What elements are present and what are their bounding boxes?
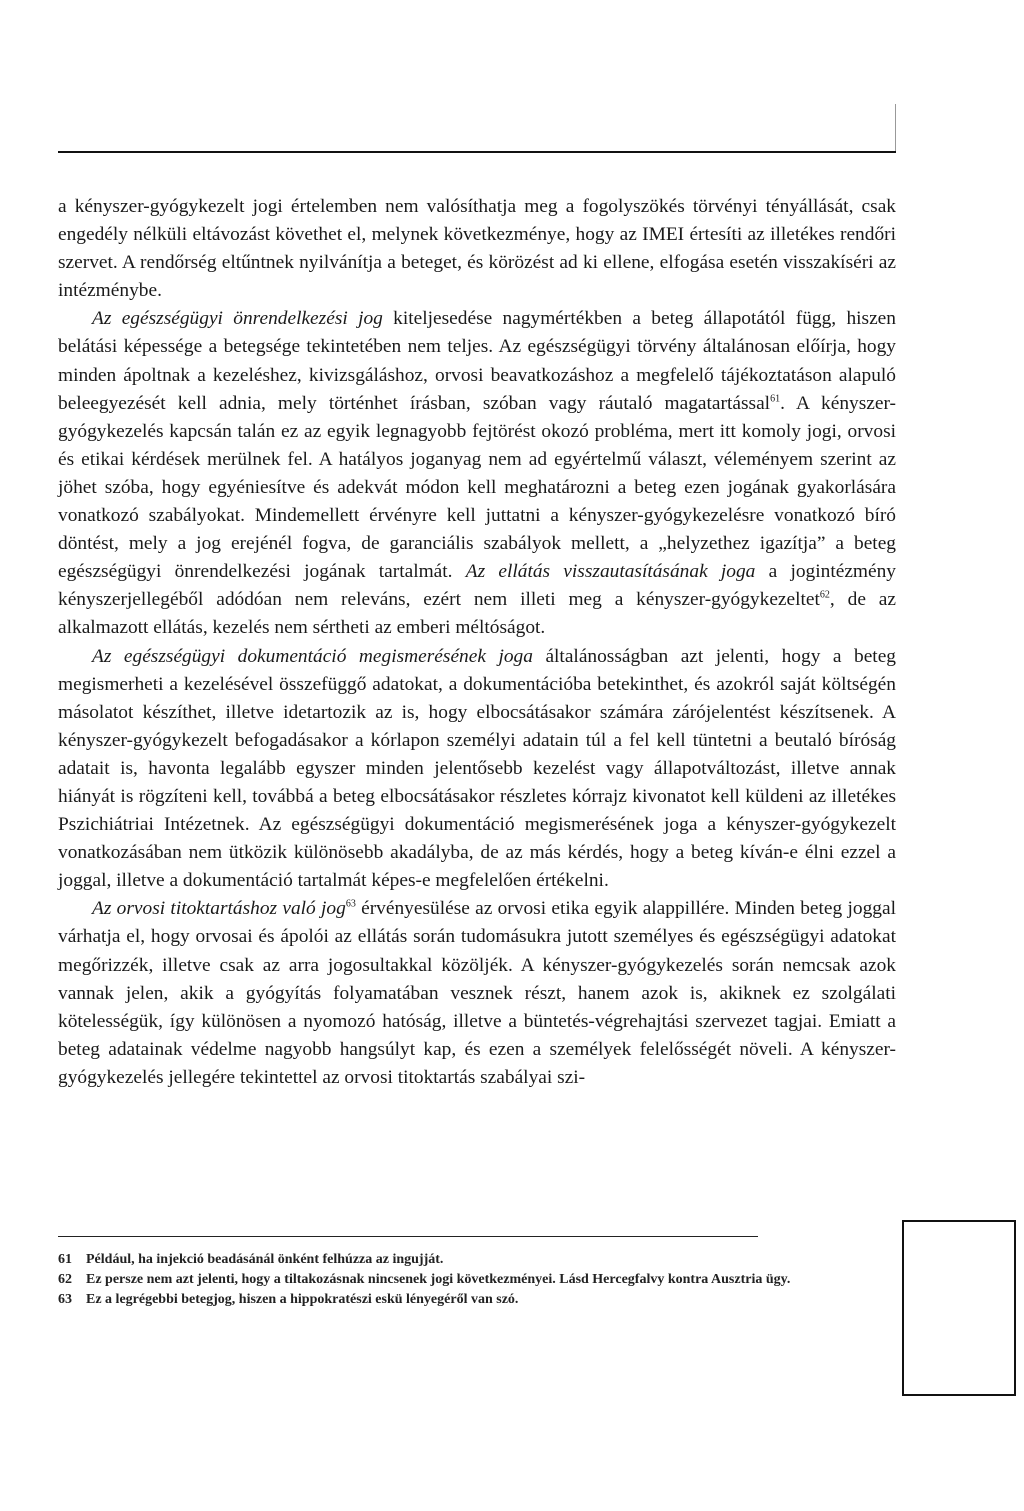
footnote-ref: 62 — [819, 589, 830, 601]
footnote — [58, 1290, 896, 1310]
text-run: a jogintézmény kényszerjellegéből adódóan nem releváns, ezért nem illeti meg a kényszer-gyógykezeltet — [58, 561, 897, 611]
italic-term: Az egészségügyi dokumentáció megismerésének joga — [92, 645, 533, 667]
footnote-number: 61 — [58, 1252, 72, 1267]
main-text — [58, 193, 896, 1092]
italic-term: Az egészségügyi önrendelkezési jog — [92, 308, 383, 330]
footnote — [58, 1270, 896, 1290]
paragraph — [58, 895, 896, 1092]
footnote — [58, 1250, 896, 1270]
header-tick — [895, 104, 896, 152]
text-run: érvényesülése az orvosi etika egyik alappillére. Minden beteg joggal várhatja el, hogy orvosai és ápolói az ellátás során tudomásukra jutott személyes és egészségügyi adatokat megőrizzék, illetve csak az arra jogosultakkal közöljék. A kényszer-gyógykezelés során nemcsak azok vannak jelen, akik a gyógyítás folyamatában vesznek részt, hanem azok is, akiknek ez szolgálati kötelességük, így különösen a nyomozó hatóság, illetve a büntetés-végrehajtási szervezet tagjai. Emiatt a beteg adatainak védelme nagyobb hangsúlyt kap, és ezen a személyek felelősségét növeli. A kényszer-gyógykezelés jellegére tekintettel az orvosi titoktartás szabályai szi- — [58, 898, 896, 1088]
footnote-number: 63 — [58, 1292, 72, 1307]
text-run: . A kényszer-gyógykezelés kapcsán talán ez az egyik legnagyobb fejtörést okozó probléma, mert itt komoly jogi, orvosi és etikai kérdések merülnek fel. A hatályos joganyag nem ad egyértelmű választ, véleményem szerint az jöhet szóba, hogy egyéniesítve és adekvát módon kell meghatározni a beteg ezen jogának gyakorlására vonatkozó szabályokat. Mindemellett érvényre kell juttatni a kényszer-gyógykezelésre vonatkozó bíró döntést, mely a jog erejénél fogva, de garanciális szabályok mellett, a „helyzethez igazítja” a beteg egészségügyi önrendelkezési jogának tartalmát. — [58, 392, 897, 583]
italic-term: Az orvosi titoktartáshoz való jog — [92, 898, 346, 920]
paragraph — [58, 643, 896, 896]
text-run: kiteljesedése nagymértékben a beteg állapotától függ, hiszen belátási képessége a betegsége tekintetében nem teljes. Az egészségügyi törvény általánosan előírja, hogy minden ápoltnak a kezeléshez, kivizsgáláshoz, orvosi beavatkozáshoz a megfelelő tájékoztatáson alapuló beleegyezését kell adnia, mely történhet írásban, szóban vagy ráutaló magatartással — [58, 308, 896, 414]
text-run: a kényszer-gyógykezelt jogi értelemben nem valósíthatja meg a fogolyszökés törvényi tényállását, csak engedély nélküli eltávozást követhet el, melynek következménye, hogy az IMEI értesíti az illetékes rendőri szervet. A rendőrség eltűntnek nyilvánítja a beteget, és körözést ad ki ellene, elfogása esetén visszakíséri az intézménybe. — [58, 196, 896, 302]
footnote-ref: 63 — [345, 898, 356, 910]
header-rule — [58, 151, 896, 153]
margin-box — [902, 1220, 1016, 1396]
footnote-ref: 61 — [770, 393, 781, 405]
footnote-number: 62 — [58, 1272, 72, 1287]
footnote-text: Ez a legrégebbi betegjog, hiszen a hippokratészi eskü lényegéről van szó. — [86, 1292, 519, 1307]
footnote-separator — [58, 1236, 758, 1237]
text-run: , de az alkalmazott ellátás, kezelés nem sértheti az emberi méltóságot. — [58, 589, 896, 639]
text-run: általánosságban azt jelenti, hogy a beteg megismerheti a kezelésével összefüggő adatokat, a dokumentációba betekinthet, és azokról saját költségén másolatot készíthet, illetve idetartozik az is, hogy elbocsátásakor számára zárójelentést készítsenek. A kényszer-gyógykezelt befogadásakor a kórlapon személyi adatain túl a fel kell tüntetni a beutaló bíróság adatait is, havonta legalább egyszer minden jelentősebb kezelést vagy állapotváltozást, illetve annak hiányát is rögzíteni kell, továbbá a beteg elbocsátásakor részletes kórrajz kivonatot kell küldeni az illetékes Pszichiátriai Intézetnek. Az egészségügyi dokumentáció megismerésének joga a kényszer-gyógykezelt vonatkozásában nem ütközik különösebb akadályba, de az más kérdés, hogy a beteg kíván-e élni ezzel a joggal, illetve a dokumentáció tartalmát képes-e megfelelően értékelni. — [58, 645, 896, 892]
paragraph — [58, 193, 896, 305]
paragraph — [58, 305, 896, 642]
italic-term: Az ellátás visszautasításának joga — [465, 561, 756, 583]
footnote-text: Például, ha injekció beadásánál önként felhúzza az ingujját. — [86, 1252, 444, 1267]
footnote-text: Ez persze nem azt jelenti, hogy a tiltakozásnak nincsenek jogi következményei. Lásd Hercegfalvy kontra Ausztria ügy. — [86, 1272, 791, 1287]
footnotes — [58, 1250, 896, 1310]
